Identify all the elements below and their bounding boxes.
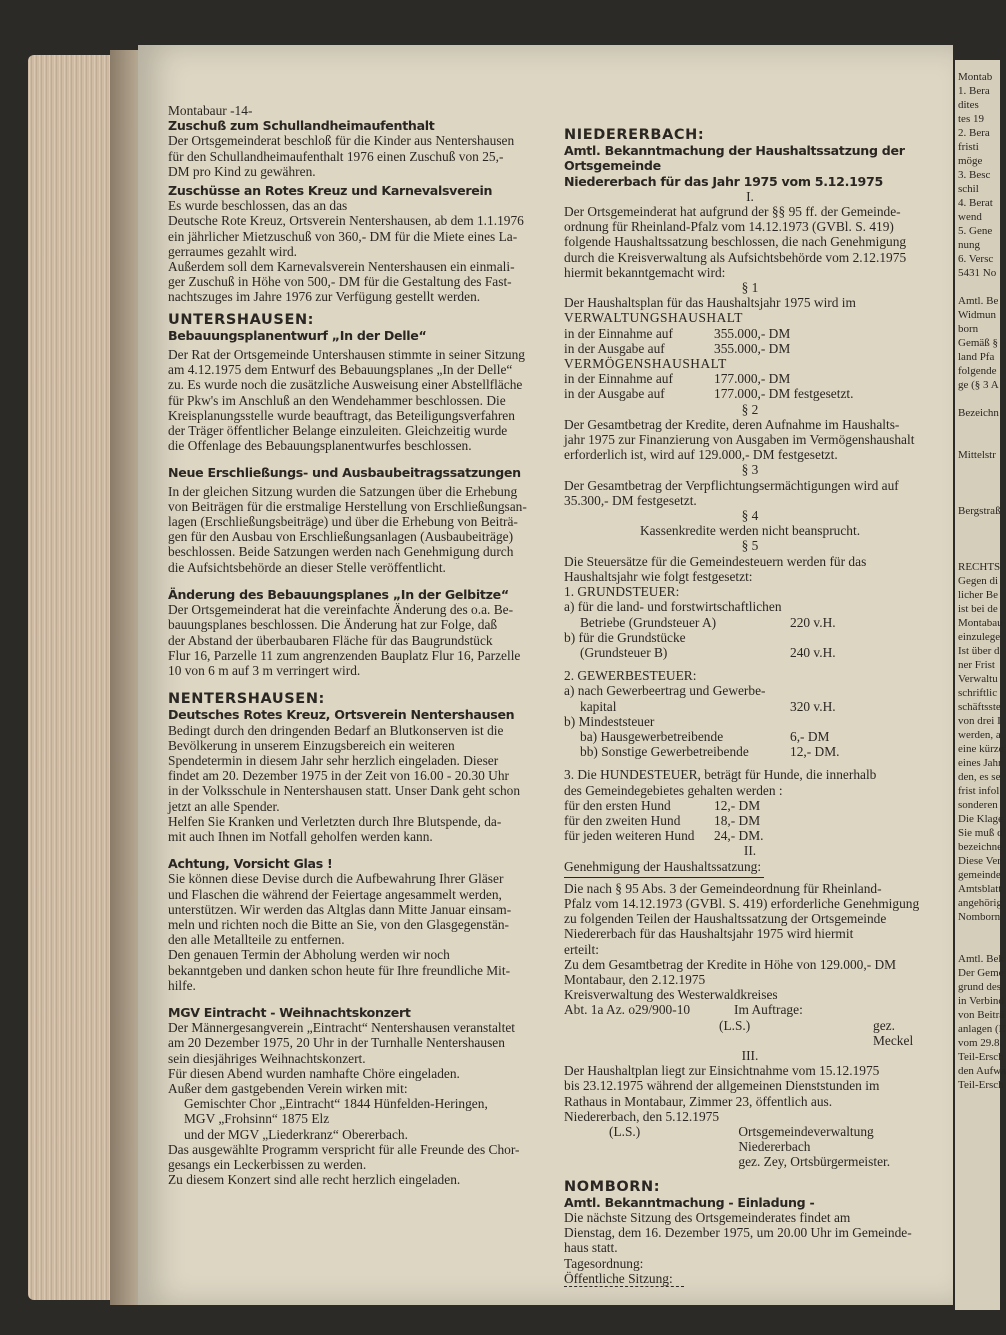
edge-line: 2. Bera [958, 127, 990, 139]
edge-line: frist infol [958, 785, 1000, 797]
text-p5 [564, 554, 936, 584]
text-line: DM pro Kind zu gewähren. [168, 163, 316, 179]
roman-two: II. [743, 843, 757, 859]
edge-line: gemeinde [958, 869, 1001, 881]
text-line: die Aufsichtsbehörde an dieser Stelle veröffentlicht. [168, 559, 446, 575]
next-page-edge [955, 60, 1006, 1310]
edge-line: den Aufwa [958, 1065, 1006, 1077]
mindeststeuer: b) Mindeststeuer [564, 713, 655, 729]
edge-line: einzulege [958, 631, 1001, 643]
text-line: und Flaschen die während der Feiertage angesammelt werden, [168, 886, 502, 902]
edge-line: Bezeichn [958, 407, 999, 419]
heading-drk: Deutsches Rotes Kreuz, Ortsverein Nentershausen [168, 707, 515, 723]
table-row [564, 828, 936, 843]
text-line: Pfalz vom 14.12.1973 (GVBl. S. 419) erforderliche Genehmigung [564, 895, 920, 911]
table-row [564, 813, 936, 828]
text-line: MGV „Frohsinn“ 1875 Elz [184, 1111, 330, 1127]
edge-line: Amtl. Bek [958, 953, 1004, 965]
text-line: zu. Es wurde noch die zusätzliche Ausweisung einer Abstellfläche [168, 377, 523, 393]
gewerbesteuer: 2. GEWERBESTEUER: [564, 668, 697, 684]
text-nomborn [564, 1210, 936, 1271]
row-label: für den zweiten Hund [564, 812, 681, 828]
edge-line: Teil-Ersch [958, 1051, 1004, 1063]
text-line: ein jährlicher Mietzuschuß von 360,- DM für die Miete eines La- [168, 228, 518, 244]
abt-line: Abt. 1a Az. o29/900-10 Im Auftrage: [564, 1002, 803, 1018]
edge-line: 3. Besc [958, 169, 991, 181]
edge-line: den, es se [958, 771, 1001, 783]
text-intro [564, 204, 936, 280]
text-line: Gemischter Chor „Eintracht“ 1844 Hünfelden-Heringen, [184, 1096, 488, 1112]
paragraph-4: § 4 [741, 508, 759, 524]
text-line: Dienstag, dem 16. Dezember 1975, um 20.00 Uhr im Gemeinde- [564, 1225, 912, 1241]
table-vermoegenshaushalt [564, 371, 936, 401]
text-line: Rathaus in Montabaur, Zimmer 23, öffentlich aus. [564, 1093, 833, 1109]
edge-line: von drei I [958, 715, 1001, 727]
text-line: Der Ortsgemeinderat hat aufgrund der §§ 95 ff. der Gemeinde- [564, 204, 901, 220]
table-row [564, 371, 936, 386]
roman-three: III. [741, 1047, 759, 1063]
text-line: und der MGV „Liederkranz“ Obererbach. [184, 1126, 408, 1142]
dashed-underline [564, 1286, 684, 1287]
text-line: nachtszuges im Jahre 1976 zur Verfügung gestellt werden. [168, 289, 481, 305]
heading-erschliessung: Neue Erschließungs- und Ausbaubeitragssatzungen [168, 465, 521, 481]
edge-line: 5431 No [958, 267, 997, 279]
text-drk [168, 723, 548, 845]
edge-line: Widmun [958, 309, 997, 321]
edge-line: 6. Versc [958, 253, 994, 265]
edge-line: ist bei de [958, 603, 998, 615]
gewerbesteuer-a-1: a) nach Gewerbeertrag und Gewerbe- [564, 683, 766, 699]
edge-line: möge [958, 155, 983, 167]
text-line: Außer dem gastgebenden Verein wirken mit: [168, 1080, 408, 1096]
edge-line: ner Frist [958, 659, 995, 671]
text-zuschuesse [168, 198, 548, 304]
text-line: findet am 20. Dezember 1975 in der Zeit von 16.00 - 20.30 Uhr [168, 768, 510, 784]
text-line: Niedererbach für das Jahr 1975 vom 5.12.1975 [564, 173, 883, 189]
heading-delle: Bebauungsplanentwurf „In der Delle“ [168, 327, 427, 343]
edge-line: schriftlic [958, 687, 998, 699]
heading-untershausen: UNTERSHAUSEN: [168, 311, 315, 328]
text-line: bauungsplanes beschlossen. Die Änderung hat zur Folge, daß [168, 617, 498, 633]
text-line: Helfen Sie Kranken und Verletzten durch Ihre Blutspende, da- [168, 813, 502, 829]
text-erschliessung [168, 484, 548, 575]
text-auslegung [564, 1063, 936, 1124]
text-line: Tagesordnung: [564, 1255, 644, 1271]
text-line: des Gemeindegebietes gehalten werden : [564, 782, 783, 798]
text-line: 35.300,- DM festgesetzt. [564, 492, 697, 508]
left-column [168, 103, 548, 1187]
text-glas [168, 871, 548, 993]
text-line: sein diesjähriges Weihnachtskonzert. [168, 1050, 366, 1066]
row-value: 24,- DM. [714, 828, 764, 844]
row-value: 177.000,- DM festgesetzt. [714, 386, 854, 402]
ls-meckel: (L.S.) gez. Meckel [719, 1017, 914, 1048]
text-line: Spendetermin in diesem Jahr sehr herzlich eingeladen. Dieser [168, 752, 499, 768]
heading-zuschuesse: Zuschüsse an Rotes Kreuz und Karnevalsverein [168, 183, 493, 199]
edge-line: Die Klage [958, 813, 1003, 825]
text-line: bekanntgeben und danken schon heute für Ihre freundliche Mit- [168, 962, 511, 978]
text-line: durch die Kreisverwaltung als Aufsichtsbehörde vom 2.12.1975 [564, 249, 907, 265]
edge-line: in Verbind [958, 995, 1004, 1007]
edge-line: bezeichne [958, 841, 1002, 853]
paragraph-3: § 3 [741, 462, 759, 478]
row-label: in der Ausgabe auf [564, 386, 665, 402]
edge-line: Sie muß d [958, 827, 1003, 839]
grundsteuer-b: (Grundsteuer B) 240 v.H. [580, 644, 836, 660]
paragraph-1: § 1 [741, 280, 759, 296]
text-line: gen für den Ausbau von Erschließungsanlagen (Ausbaubeiträge) [168, 529, 514, 545]
row-value: 355.000,- DM [714, 325, 791, 341]
text-line: hilfe. [168, 977, 196, 993]
text-delle [168, 347, 548, 453]
text-line: erforderlich ist, wird auf 129.000,- DM festgesetzt. [564, 447, 838, 463]
text-line: Die Steuersätze für die Gemeindesteuern werden für das [564, 553, 867, 569]
heading-niedererbach: NIEDERERBACH: [564, 127, 705, 143]
edge-line: dites [958, 99, 979, 111]
edge-line: wend [958, 211, 982, 223]
text-p3 [564, 478, 936, 508]
row-label: in der Einnahme auf [564, 371, 673, 387]
row-value: 12,- DM [714, 797, 761, 813]
edge-line: fristi [958, 141, 979, 153]
grundsteuer: 1. GRUNDSTEUER: [564, 584, 680, 600]
text-line: folgende Haushaltssatzung beschlossen, die nach Genehmigung [564, 234, 907, 250]
text-line: jahr 1975 zur Finanzierung von Ausgaben im Vermögenshaushalt [564, 432, 915, 448]
text-line: Kreisplanungsstelle wurde beauftragt, das Beteiligungsverfahren [168, 407, 515, 423]
edge-line: Amtl. Be [958, 295, 999, 307]
text-mgv [168, 1020, 548, 1096]
paragraph-2: § 2 [741, 401, 759, 417]
edge-line: angehörig [958, 897, 1002, 909]
row-label: für jeden weiteren Hund [564, 828, 695, 844]
text-line: Montabaur, den 2.12.1975 [564, 971, 706, 987]
edge-line: 1. Bera [958, 85, 990, 97]
heading-glas: Achtung, Vorsicht Glas ! [168, 856, 333, 872]
edge-line: anlagen (E [958, 1023, 1006, 1035]
text-line: erteilt: [564, 941, 599, 957]
text-line: In der gleichen Sitzung wurden die Satzungen über die Erhebung [168, 483, 518, 499]
edge-line: Montabau [958, 617, 1003, 629]
edge-line: werden, a [958, 729, 1001, 741]
text-mgv-end [168, 1142, 548, 1188]
edge-line: Amtsblatt [958, 883, 1002, 895]
text-line: Das ausgewählte Programm verspricht für alle Freunde des Chor- [168, 1141, 520, 1157]
text-line: Haushaltsjahr wie folgt festgesetzt: [564, 568, 753, 584]
edge-line: land Pfa [958, 351, 995, 363]
table-verwaltungshaushalt [564, 326, 936, 356]
text-line: Außerdem soll dem Karnevalsverein Nentershausen ein einmali- [168, 259, 515, 275]
row-value: 177.000,- DM [714, 371, 791, 387]
text-line: von Beiträgen für die erstmalige Herstellung von Erschließungsan- [168, 498, 527, 514]
text-line: ger Zuschuß in Höhe von 500,- DM für die Gestaltung des Fast- [168, 274, 512, 290]
text-line: Zu dem Gesamtbetrag der Kredite in Höhe von 129.000,- DM [564, 956, 897, 972]
text-line: der Träger öffentlicher Belange einzuleiten. Gleichzeitig wurde [168, 423, 508, 439]
roman-one: I. [746, 188, 754, 204]
text-genehmigung [564, 881, 936, 1003]
grundsteuer-b-1: b) für die Grundstücke [564, 629, 686, 645]
edge-line: von Beiträ [958, 1009, 1005, 1021]
text-mgv-choirs [168, 1096, 548, 1142]
text-line: für Pkw's im Anschluß an den Wendehammer beschlossen. Die [168, 392, 506, 408]
heading-einladung: Amtl. Bekanntmachung - Einladung - [564, 1194, 815, 1210]
text-line: bis 23.12.1975 während der allgemeinen Dienststunden im [564, 1078, 880, 1094]
text-line: Niedererbach für das Haushaltsjahr 1975 wird hiermit [564, 926, 854, 942]
edge-line: born [958, 323, 979, 335]
row-value: 355.000,- DM [714, 340, 791, 356]
edge-line: tes 19 [958, 113, 984, 125]
text-line: gerraumes gezahlt wird. [168, 243, 298, 259]
text-line: Der Haushaltplan liegt zur Einsichtnahme vom 15.12.1975 [564, 1063, 880, 1079]
text-line: zu folgenden Teilen der Haushaltssatzung der Ortsgemeinde [564, 911, 887, 927]
text-line: Die nächste Sitzung des Ortsgemeinderates findet am [564, 1210, 851, 1226]
table-row [564, 341, 936, 356]
text-line: Zu diesem Konzert sind alle recht herzlich eingeladen. [168, 1172, 461, 1188]
paragraph-5: § 5 [741, 538, 759, 554]
edge-line: sonderen [958, 799, 998, 811]
text-line: am 20 Dezember 1975, 20 Uhr in der Turnhalle Nentershausen [168, 1035, 505, 1051]
heading-haushaltssatzung [564, 143, 936, 189]
edge-line: nung [958, 239, 980, 251]
text-line: am 4.12.1975 dem Entwurf des Bebauungsplanes „In der Delle“ [168, 362, 513, 378]
page-label: Montabaur -14- [168, 103, 253, 118]
table-hundesteuer [564, 798, 936, 844]
text-line: gesangs ein Leckerbissen zu werden. [168, 1157, 367, 1172]
text-line: Der Gesamtbetrag der Verpflichtungsermächtigungen wird auf [564, 477, 899, 493]
text-line: Flur 16, Parzelle 11 zum angrenzenden Bauplatz Flur 16, Parzelle [168, 647, 521, 663]
edge-line: Bergstraß [958, 505, 1001, 517]
heading-schullandheim: Zuschuß zum Schullandheimaufenthalt [168, 118, 435, 134]
edge-line: schäftsste [958, 701, 1001, 713]
text-line: Die nach § 95 Abs. 3 der Gemeindeordnung für Rheinland- [564, 880, 882, 896]
text-line: hiermit bekanntgemacht wird: [564, 264, 726, 280]
edge-line: Verwaltu [958, 673, 998, 685]
edge-line: Teil-Ersch [958, 1079, 1004, 1091]
text-line: Sie können diese Devise durch die Aufbewahrung Ihrer Gläser [168, 871, 504, 887]
edge-line: ge (§ 3 A [958, 379, 999, 391]
text-gelbitze [168, 602, 548, 678]
text-line: in der Volksschule in Nentershausen statt. Unser Dank geht schon [168, 783, 521, 799]
text-p4: Kassenkredite werden nicht beansprucht. [639, 523, 861, 539]
edge-line: RECHTS [958, 561, 1001, 573]
text-p1: Der Haushaltsplan für das Haushaltsjahr 1975 wird im [564, 295, 856, 311]
text-line: Der Ortsgemeinderat beschloß für die Kinder aus Nentershausen [168, 133, 515, 149]
table-row [564, 386, 936, 401]
vermoegenshaushalt: VERMÖGENSHAUSHALT [564, 356, 727, 372]
hundesteuer [564, 767, 936, 797]
text-line: Bevölkerung in unserem Einzugsbereich ein weiteren [168, 737, 455, 753]
text-line: Kreisverwaltung des Westerwaldkreises [564, 987, 778, 1003]
text-line: 10 von 6 m auf 3 m verringert wird. [168, 662, 361, 678]
text-line: Der Gesamtbetrag der Kredite, deren Aufnahme im Haushalts- [564, 416, 900, 432]
edge-line: vom 29.8. [958, 1037, 1003, 1049]
text-line: Es wurde beschlossen, das an das [168, 198, 348, 214]
text-schullandheim [168, 133, 548, 179]
text-line: Der Rat der Ortsgemeinde Untershausen stimmte in seiner Sitzung [168, 347, 525, 363]
text-line: für den Schullandheimaufenthalt 1976 einen Zuschuß von 25,- [168, 148, 504, 164]
text-line: die Offenlage des Bebauungsplanentwurfes beschlossen. [168, 438, 472, 454]
text-line: meln und richten noch die Bitte an Sie, von den Glasgegenstän- [168, 916, 510, 932]
table-row [564, 326, 936, 341]
text-line: Der Ortsgemeinderat hat die vereinfachte Änderung des o.a. Be- [168, 602, 514, 618]
edge-line: schil [958, 183, 979, 195]
text-line: unterstützen. Wir werden das Altglas dann Mitte Januar einsam- [168, 901, 512, 917]
text-line: mit auch Ihnen im Notfall geholfen werden kann. [168, 828, 433, 844]
edge-line: grund des [958, 981, 1002, 993]
text-line: haus statt. [564, 1240, 618, 1256]
edge-line: Nomborn [958, 911, 1001, 923]
text-line: Den genauen Termin der Abholung werden wir noch [168, 947, 450, 963]
edge-line: 4. Berat [958, 197, 993, 209]
mindeststeuer-bb: bb) Sonstige Gewerbetreibende 12,- DM. [580, 744, 840, 760]
text-line: Für diesen Abend wurden namhafte Chöre eingeladen. [168, 1065, 460, 1081]
edge-line: Gegen di [958, 575, 999, 587]
text-line: ordnung für Rheinland-Pfalz vom 14.12.1973 (GVBl. S. 419) [564, 219, 894, 235]
row-label: für den ersten Hund [564, 797, 671, 813]
signature-block: (L.S.) Ortsgemeindeverwaltung Niedererbach gez. Zey, Ortsbürgermeister. [609, 1124, 891, 1170]
text-line: lagen (Erschließungsbeiträge) und über die Erhebung von Beiträ- [168, 514, 518, 530]
text-line: jetzt an alle Spender. [168, 798, 280, 814]
verwaltungshaushalt: VERWALTUNGSHAUSHALT [564, 310, 743, 326]
table-row [564, 798, 936, 813]
edge-line: Mittelstr [958, 449, 996, 461]
text-line: Amtl. Bekanntmachung der Haushaltssatzung der Ortsgemeinde [564, 143, 905, 174]
heading-nentershausen: NENTERSHAUSEN: [168, 691, 325, 708]
row-label: in der Ausgabe auf [564, 340, 665, 356]
edge-line: Diese Ver [958, 855, 1001, 867]
text-line: 3. Die HUNDESTEUER, beträgt für Hunde, die innerhalb [564, 767, 877, 783]
edge-line: eine kürze [958, 743, 1004, 755]
text-line: Deutsche Rote Kreuz, Ortsverein Nentershausen, ab dem 1.1.1976 [168, 213, 524, 229]
edge-line: Ist über d [958, 645, 1000, 657]
text-line: der Abstand der überbaubaren Fläche für das Baugrundstück [168, 632, 493, 648]
edge-line: licher Be [958, 589, 999, 601]
heading-nomborn: NOMBORN: [564, 1178, 661, 1195]
text-p2 [564, 417, 936, 463]
grundsteuer-a: Betriebe (Grundsteuer A) 220 v.H. [580, 614, 836, 630]
text-line: Bedingt durch den dringenden Bedarf an Blutkonserven ist die [168, 722, 504, 738]
text-line: Der Männergesangverein „Eintracht“ Nentershausen veranstaltet [168, 1020, 516, 1036]
edge-line: Der Geme [958, 967, 1004, 979]
text-line: den alle Metallteile zu entfernen. [168, 932, 345, 948]
edge-line: 5. Gene [958, 225, 993, 237]
divider [564, 877, 764, 878]
text-line: beschlossen. Beide Satzungen werden nach Genehmigung durch [168, 544, 514, 560]
heading-mgv: MGV Eintracht - Weihnachtskonzert [168, 1004, 411, 1020]
oeffentliche-sitzung: Öffentliche Sitzung: [564, 1270, 673, 1286]
gewerbesteuer-a: kapital 320 v.H. [580, 698, 836, 714]
text-line: Niedererbach, den 5.12.1975 [564, 1108, 720, 1124]
row-label: in der Einnahme auf [564, 325, 673, 341]
right-column [564, 128, 936, 1287]
grundsteuer-a-1: a) für die land- und forstwirtschaftlichen [564, 599, 782, 615]
edge-line: Montab [958, 71, 993, 83]
edge-line: Gemäß § [958, 337, 999, 349]
row-value: 18,- DM [714, 812, 761, 828]
heading-gelbitze: Änderung des Bebauungsplanes „In der Gelbitze“ [168, 586, 509, 602]
mindeststeuer-ba: ba) Hausgewerbetreibende 6,- DM [580, 728, 830, 744]
edge-line: folgende [958, 365, 997, 377]
edge-line: eines Jahr [958, 757, 1002, 769]
genehmigung-heading: Genehmigung der Haushaltssatzung: [564, 858, 762, 874]
